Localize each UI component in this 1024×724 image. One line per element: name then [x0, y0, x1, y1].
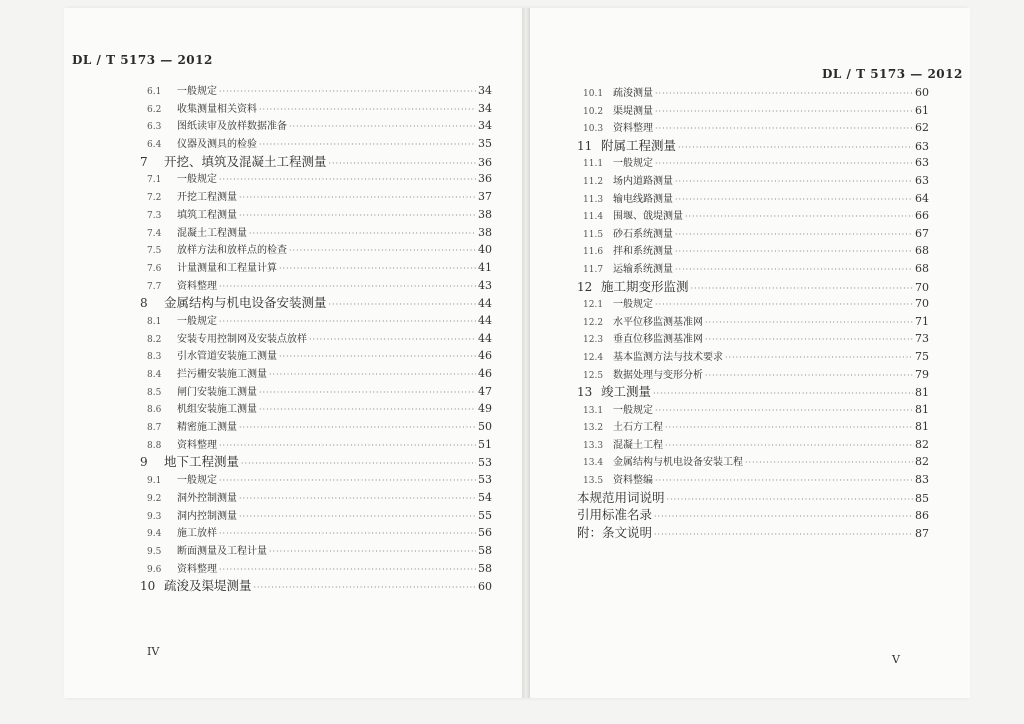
- toc-entry-number: 6.3: [147, 122, 162, 133]
- toc-leader-dots: [219, 313, 476, 330]
- toc-entry-number: 7.3: [147, 210, 162, 221]
- toc-entry-title: 引用标准名录: [577, 507, 653, 523]
- toc-entry-title: 图纸读审及放样数据准备: [177, 121, 287, 133]
- toc-leader-dots: [219, 83, 476, 100]
- toc-section-entry[interactable]: [577, 418, 929, 436]
- toc-section-entry[interactable]: [140, 135, 492, 153]
- toc-section-entry[interactable]: [140, 312, 492, 330]
- toc-entry-page: 43: [478, 278, 492, 292]
- toc-leader-dots: [249, 225, 476, 242]
- toc-section-entry[interactable]: [140, 347, 492, 365]
- toc-entry-page: 34: [478, 119, 492, 133]
- toc-entry-title: 拦污栅安装施工测量: [177, 369, 267, 380]
- toc-entry-title: 围堰、戗堤测量: [613, 211, 683, 223]
- toc-chapter-entry[interactable]: [140, 453, 492, 471]
- toc-entry-page: 34: [478, 84, 492, 97]
- toc-entry-title: 安装专用控制网及安装点放样: [177, 333, 307, 345]
- toc-entry-title: 精密施工测量: [177, 422, 237, 434]
- toc-section-entry[interactable]: [577, 471, 929, 489]
- toc-entry-page: 68: [915, 244, 929, 258]
- toc-entry-page: 85: [915, 491, 929, 505]
- toc-entry-number: 11.5: [583, 229, 604, 240]
- toc-entry-title: 开挖工程测量: [177, 192, 237, 204]
- toc-section-entry[interactable]: [140, 259, 492, 277]
- toc-leader-dots: [725, 349, 913, 366]
- toc-entry-title: 一般规定: [613, 299, 653, 311]
- toc-section-entry[interactable]: [577, 242, 929, 260]
- toc-entry-page: 61: [915, 103, 929, 117]
- toc-entry-title: 运输系统测量: [613, 263, 673, 275]
- toc-section-entry[interactable]: [140, 489, 492, 507]
- toc-entry-title: 垂直位移监测基准网: [613, 334, 703, 346]
- toc-section-entry[interactable]: [577, 330, 929, 348]
- right-page-header: DL / T 5173 — 2012: [822, 67, 963, 81]
- toc-entry-title: 一般规定: [177, 86, 217, 97]
- right-page-number: V: [892, 653, 900, 666]
- toc-entry-page: 46: [478, 349, 492, 363]
- toc-entry-title: 闸门安装施工测量: [177, 386, 257, 398]
- toc-leader-dots: [655, 472, 913, 489]
- toc-entry-page: 71: [915, 314, 929, 328]
- toc-section-entry[interactable]: [577, 119, 929, 137]
- toc-entry-title: 金属结构与机电设备安装工程: [613, 457, 743, 469]
- toc-entry-page: 56: [478, 526, 492, 540]
- toc-leader-dots: [219, 472, 476, 489]
- toc-leader-dots: [219, 437, 476, 454]
- toc-entry-title: 附：条文说明: [577, 524, 653, 540]
- toc-entry-title: 资料整理: [613, 123, 653, 135]
- toc-leader-dots: [279, 260, 476, 277]
- toc-entry-number: 9.3: [147, 511, 162, 522]
- toc-entry-title: 放样方法和放样点的检查: [177, 245, 287, 257]
- toc-entry-number: 13.3: [583, 440, 604, 451]
- toc-leader-dots: [269, 543, 476, 560]
- toc-section-entry[interactable]: [140, 436, 492, 454]
- toc-leader-dots: [665, 437, 913, 454]
- toc-leader-dots: [675, 243, 913, 260]
- toc-entry-title: 金属结构与机电设备安装测量: [164, 295, 327, 311]
- toc-section-entry[interactable]: [577, 190, 929, 208]
- toc-entry-title: 基本监测方法与技术要求: [613, 351, 723, 363]
- toc-leader-dots: [654, 526, 913, 542]
- toc-entry-title: 资料整理: [177, 280, 217, 292]
- toc-entry-title: 混凝土工程: [613, 439, 663, 451]
- toc-entry-number: 11: [577, 138, 593, 153]
- toc-entry-title: 一般规定: [613, 404, 653, 416]
- toc-leader-dots: [655, 296, 913, 313]
- toc-section-entry[interactable]: [140, 383, 492, 401]
- toc-chapter-entry[interactable]: [577, 489, 929, 507]
- toc-entry-title: 一般规定: [177, 174, 217, 186]
- toc-leader-dots: [269, 366, 476, 383]
- toc-entry-page: 36: [478, 172, 492, 186]
- toc-entry-page: 79: [915, 367, 929, 381]
- toc-section-entry[interactable]: [577, 84, 929, 102]
- toc-entry-page: 34: [478, 101, 492, 115]
- toc-entry-number: 13.1: [583, 405, 604, 416]
- toc-entry-number: 6.2: [147, 104, 162, 115]
- toc-leader-dots: [239, 189, 476, 206]
- toc-entry-title: 开挖、填筑及混凝土工程测量: [164, 153, 327, 169]
- toc-leader-dots: [239, 207, 476, 224]
- toc-entry-page: 44: [478, 331, 492, 345]
- toc-entry-number: 7: [140, 154, 148, 169]
- toc-entry-number: 12: [577, 279, 593, 294]
- toc-entry-title: 疏浚测量: [613, 88, 653, 99]
- toc-leader-dots: [655, 120, 913, 137]
- toc-entry-page: 58: [478, 561, 492, 575]
- toc-leader-dots: [259, 401, 476, 418]
- toc-section-entry[interactable]: [577, 225, 929, 243]
- toc-entry-number: 7.5: [147, 246, 162, 257]
- toc-entry-title: 本规范用词说明: [577, 489, 665, 505]
- toc-entry-number: 13.2: [583, 423, 604, 434]
- toc-leader-dots: [675, 226, 913, 243]
- toc-entry-title: 一般规定: [177, 475, 217, 487]
- toc-entry-number: 10: [140, 579, 156, 594]
- toc-chapter-entry[interactable]: [577, 137, 929, 155]
- toc-entry-number: 12.2: [583, 317, 604, 328]
- toc-entry-page: 60: [915, 86, 929, 99]
- toc-leader-dots: [685, 208, 913, 225]
- toc-section-entry[interactable]: [577, 172, 929, 190]
- toc-entry-page: 44: [478, 297, 492, 311]
- toc-leader-dots: [678, 139, 913, 155]
- toc-entry-title: 附属工程测量: [601, 137, 677, 153]
- toc-entry-page: 70: [915, 297, 929, 311]
- toc-entry-page: 81: [915, 420, 929, 434]
- toc-entry-page: 83: [915, 473, 929, 487]
- toc-entry-number: 13: [577, 385, 593, 400]
- toc-leader-dots: [675, 261, 913, 278]
- toc-entry-title: 资料整编: [613, 475, 653, 487]
- toc-entry-title: 资料整理: [177, 563, 217, 575]
- toc-section-entry[interactable]: [577, 154, 929, 172]
- toc-entry-number: 12.5: [583, 370, 604, 381]
- toc-leader-dots: [259, 136, 476, 153]
- toc-entry-page: 81: [915, 402, 929, 416]
- toc-entry-page: 63: [915, 139, 929, 153]
- toc-entry-page: 44: [478, 313, 492, 327]
- toc-leader-dots: [667, 491, 913, 507]
- toc-leader-dots: [655, 103, 913, 120]
- toc-section-entry[interactable]: [140, 365, 492, 383]
- toc-chapter-entry[interactable]: [140, 153, 492, 171]
- toc-section-entry[interactable]: [140, 224, 492, 242]
- toc-entry-page: 82: [915, 437, 929, 451]
- toc-entry-number: 10.1: [583, 89, 604, 99]
- toc-section-entry[interactable]: [140, 170, 492, 188]
- toc-entry-number: 7.4: [147, 228, 162, 239]
- toc-entry-page: 62: [915, 121, 929, 135]
- toc-entry-number: 8.7: [147, 423, 162, 434]
- toc-entry-number: 11.2: [583, 176, 604, 187]
- toc-entry-page: 49: [478, 402, 492, 416]
- toc-entry-page: 75: [915, 349, 929, 363]
- toc-leader-dots: [259, 101, 476, 118]
- toc-entry-page: 82: [915, 455, 929, 469]
- book-spine: [522, 8, 530, 698]
- toc-leader-dots: [241, 455, 476, 471]
- toc-leader-dots: [655, 402, 913, 419]
- toc-entry-number: 13.5: [583, 476, 604, 487]
- toc-entry-number: 9.1: [147, 476, 162, 487]
- toc-leader-dots: [665, 419, 913, 436]
- toc-leader-dots: [289, 118, 476, 135]
- toc-chapter-entry[interactable]: [140, 294, 492, 312]
- toc-section-entry[interactable]: [140, 82, 492, 100]
- toc-entry-number: 8.4: [147, 370, 162, 380]
- toc-entry-title: 断面测量及工程计量: [177, 545, 267, 557]
- left-toc-list: [140, 82, 492, 595]
- toc-entry-page: 41: [478, 260, 492, 274]
- toc-entry-title: 一般规定: [613, 158, 653, 170]
- toc-section-entry[interactable]: [140, 188, 492, 206]
- toc-entry-title: 砂石系统测量: [613, 228, 673, 240]
- toc-entry-page: 55: [478, 508, 492, 522]
- toc-entry-page: 63: [915, 173, 929, 187]
- toc-entry-page: 67: [915, 226, 929, 240]
- toc-section-entry[interactable]: [577, 207, 929, 225]
- toc-entry-title: 机组安装施工测量: [177, 404, 257, 416]
- toc-entry-page: 81: [915, 386, 929, 400]
- toc-entry-page: 54: [478, 490, 492, 504]
- toc-leader-dots: [219, 561, 476, 578]
- toc-entry-number: 11.7: [583, 264, 604, 275]
- toc-leader-dots: [655, 85, 913, 102]
- toc-entry-page: 70: [915, 280, 929, 294]
- toc-entry-title: 引水管道安装施工测量: [177, 351, 277, 363]
- toc-entry-number: 8: [140, 296, 148, 311]
- left-page-number: IV: [147, 645, 160, 658]
- toc-leader-dots: [675, 173, 913, 190]
- toc-entry-title: 资料整理: [177, 439, 217, 451]
- toc-leader-dots: [705, 367, 913, 384]
- toc-entry-page: 53: [478, 473, 492, 487]
- toc-entry-page: 68: [915, 261, 929, 275]
- toc-leader-dots: [309, 331, 476, 348]
- toc-section-entry[interactable]: [577, 260, 929, 278]
- toc-leader-dots: [654, 508, 913, 524]
- toc-entry-title: 竣工测量: [601, 384, 652, 400]
- toc-leader-dots: [655, 155, 913, 172]
- toc-entry-page: 46: [478, 367, 492, 380]
- toc-entry-page: 73: [915, 332, 929, 346]
- toc-section-entry[interactable]: [577, 102, 929, 120]
- toc-leader-dots: [705, 314, 913, 331]
- toc-entry-page: 53: [478, 456, 492, 470]
- toc-entry-number: 7.2: [147, 193, 162, 204]
- toc-entry-number: 11.6: [583, 247, 604, 258]
- toc-leader-dots: [239, 508, 476, 525]
- toc-entry-page: 38: [478, 225, 492, 239]
- toc-section-entry[interactable]: [140, 241, 492, 259]
- toc-leader-dots: [653, 385, 913, 401]
- toc-entry-title: 水平位移监测基准网: [613, 316, 703, 328]
- toc-entry-number: 13.4: [583, 458, 604, 469]
- toc-leader-dots: [219, 278, 476, 295]
- toc-entry-title: 施工放样: [177, 528, 217, 540]
- toc-leader-dots: [279, 348, 476, 365]
- toc-entry-title: 洞内控制测量: [177, 510, 237, 522]
- toc-entry-page: 51: [478, 437, 492, 451]
- toc-section-entry[interactable]: [140, 507, 492, 525]
- toc-entry-number: 9.6: [147, 564, 162, 575]
- toc-section-entry[interactable]: [140, 418, 492, 436]
- right-toc-list: [577, 84, 929, 541]
- toc-leader-dots: [219, 171, 476, 188]
- toc-entry-number: 8.2: [147, 334, 162, 345]
- toc-entry-page: 40: [478, 243, 492, 257]
- toc-leader-dots: [329, 296, 476, 312]
- toc-section-entry[interactable]: [577, 453, 929, 471]
- toc-entry-page: 37: [478, 190, 492, 204]
- toc-entry-title: 拌和系统测量: [613, 246, 673, 258]
- toc-section-entry[interactable]: [577, 436, 929, 454]
- toc-entry-number: 11.1: [583, 159, 604, 170]
- toc-section-entry[interactable]: [577, 401, 929, 419]
- toc-section-entry[interactable]: [140, 330, 492, 348]
- toc-entry-page: 86: [915, 509, 929, 523]
- toc-entry-number: 10.3: [583, 124, 604, 135]
- toc-entry-title: 地下工程测量: [164, 454, 240, 470]
- toc-chapter-entry[interactable]: [577, 383, 929, 401]
- toc-section-entry[interactable]: [140, 277, 492, 295]
- left-page-header: DL / T 5173 — 2012: [72, 53, 213, 67]
- toc-entry-number: 8.5: [147, 387, 162, 398]
- toc-entry-title: 收集测量相关资料: [177, 103, 257, 115]
- toc-chapter-entry[interactable]: [577, 524, 929, 542]
- toc-section-entry[interactable]: [140, 400, 492, 418]
- toc-leader-dots: [705, 331, 913, 348]
- toc-entry-page: 47: [478, 384, 492, 398]
- toc-section-entry[interactable]: [140, 542, 492, 560]
- toc-leader-dots: [219, 525, 476, 542]
- toc-entry-number: 11.3: [583, 194, 604, 205]
- toc-section-entry[interactable]: [577, 313, 929, 331]
- toc-leader-dots: [254, 579, 476, 595]
- toc-entry-page: 87: [915, 526, 929, 540]
- toc-section-entry[interactable]: [140, 560, 492, 578]
- toc-entry-number: 7.1: [147, 175, 162, 186]
- toc-leader-dots: [329, 155, 476, 171]
- toc-entry-page: 35: [478, 137, 492, 151]
- toc-entry-number: 12.4: [583, 352, 604, 363]
- toc-entry-page: 58: [478, 543, 492, 557]
- toc-section-entry[interactable]: [577, 295, 929, 313]
- toc-entry-number: 8.6: [147, 405, 162, 416]
- toc-entry-page: 36: [478, 155, 492, 169]
- toc-entry-title: 疏浚及渠堤测量: [164, 578, 252, 594]
- toc-entry-title: 土石方工程: [613, 422, 663, 434]
- toc-entry-number: 6.4: [147, 140, 162, 151]
- toc-entry-number: 8.1: [147, 316, 162, 327]
- toc-section-entry[interactable]: [140, 117, 492, 135]
- toc-entry-number: 9.2: [147, 493, 162, 504]
- toc-section-entry[interactable]: [140, 206, 492, 224]
- toc-leader-dots: [259, 384, 476, 401]
- toc-chapter-entry[interactable]: [577, 278, 929, 296]
- toc-leader-dots: [675, 191, 913, 208]
- toc-entry-page: 60: [478, 580, 492, 594]
- toc-entry-number: 9.5: [147, 546, 162, 557]
- toc-entry-page: 64: [915, 191, 929, 205]
- toc-entry-page: 66: [915, 209, 929, 223]
- toc-entry-page: 50: [478, 420, 492, 434]
- toc-entry-number: 12.3: [583, 335, 604, 346]
- toc-leader-dots: [691, 280, 913, 296]
- toc-entry-title: 填筑工程测量: [177, 209, 237, 221]
- toc-section-entry[interactable]: [577, 348, 929, 366]
- toc-entry-number: 9.4: [147, 529, 162, 540]
- toc-section-entry[interactable]: [577, 366, 929, 384]
- toc-entry-page: 63: [915, 156, 929, 170]
- toc-leader-dots: [239, 490, 476, 507]
- toc-entry-title: 渠堤测量: [613, 105, 653, 117]
- toc-chapter-entry[interactable]: [140, 577, 492, 595]
- toc-chapter-entry[interactable]: [577, 506, 929, 524]
- toc-entry-number: 7.7: [147, 281, 162, 292]
- toc-entry-page: 38: [478, 207, 492, 221]
- toc-leader-dots: [289, 242, 476, 259]
- toc-section-entry[interactable]: [140, 471, 492, 489]
- toc-entry-title: 一般规定: [177, 315, 217, 327]
- toc-entry-title: 计量测量和工程量计算: [177, 262, 277, 274]
- toc-entry-number: 12.1: [583, 300, 604, 311]
- toc-entry-number: 8.3: [147, 352, 162, 363]
- toc-entry-title: 场内道路测量: [613, 175, 673, 187]
- toc-section-entry[interactable]: [140, 100, 492, 118]
- toc-entry-title: 数据处理与变形分析: [613, 369, 703, 381]
- toc-entry-number: 10.2: [583, 106, 604, 117]
- toc-entry-title: 施工期变形监测: [601, 278, 689, 294]
- toc-entry-number: 8.8: [147, 440, 162, 451]
- toc-entry-title: 输电线路测量: [613, 193, 673, 205]
- toc-entry-title: 混凝土工程测量: [177, 227, 247, 239]
- toc-leader-dots: [745, 454, 913, 471]
- toc-entry-title: 仪器及测具的检验: [177, 139, 257, 151]
- toc-entry-number: 11.4: [583, 212, 604, 223]
- toc-section-entry[interactable]: [140, 524, 492, 542]
- toc-entry-number: 6.1: [147, 87, 162, 97]
- toc-entry-title: 洞外控制测量: [177, 492, 237, 504]
- toc-entry-number: 7.6: [147, 263, 162, 274]
- toc-entry-number: 9: [140, 455, 148, 470]
- toc-leader-dots: [239, 419, 476, 436]
